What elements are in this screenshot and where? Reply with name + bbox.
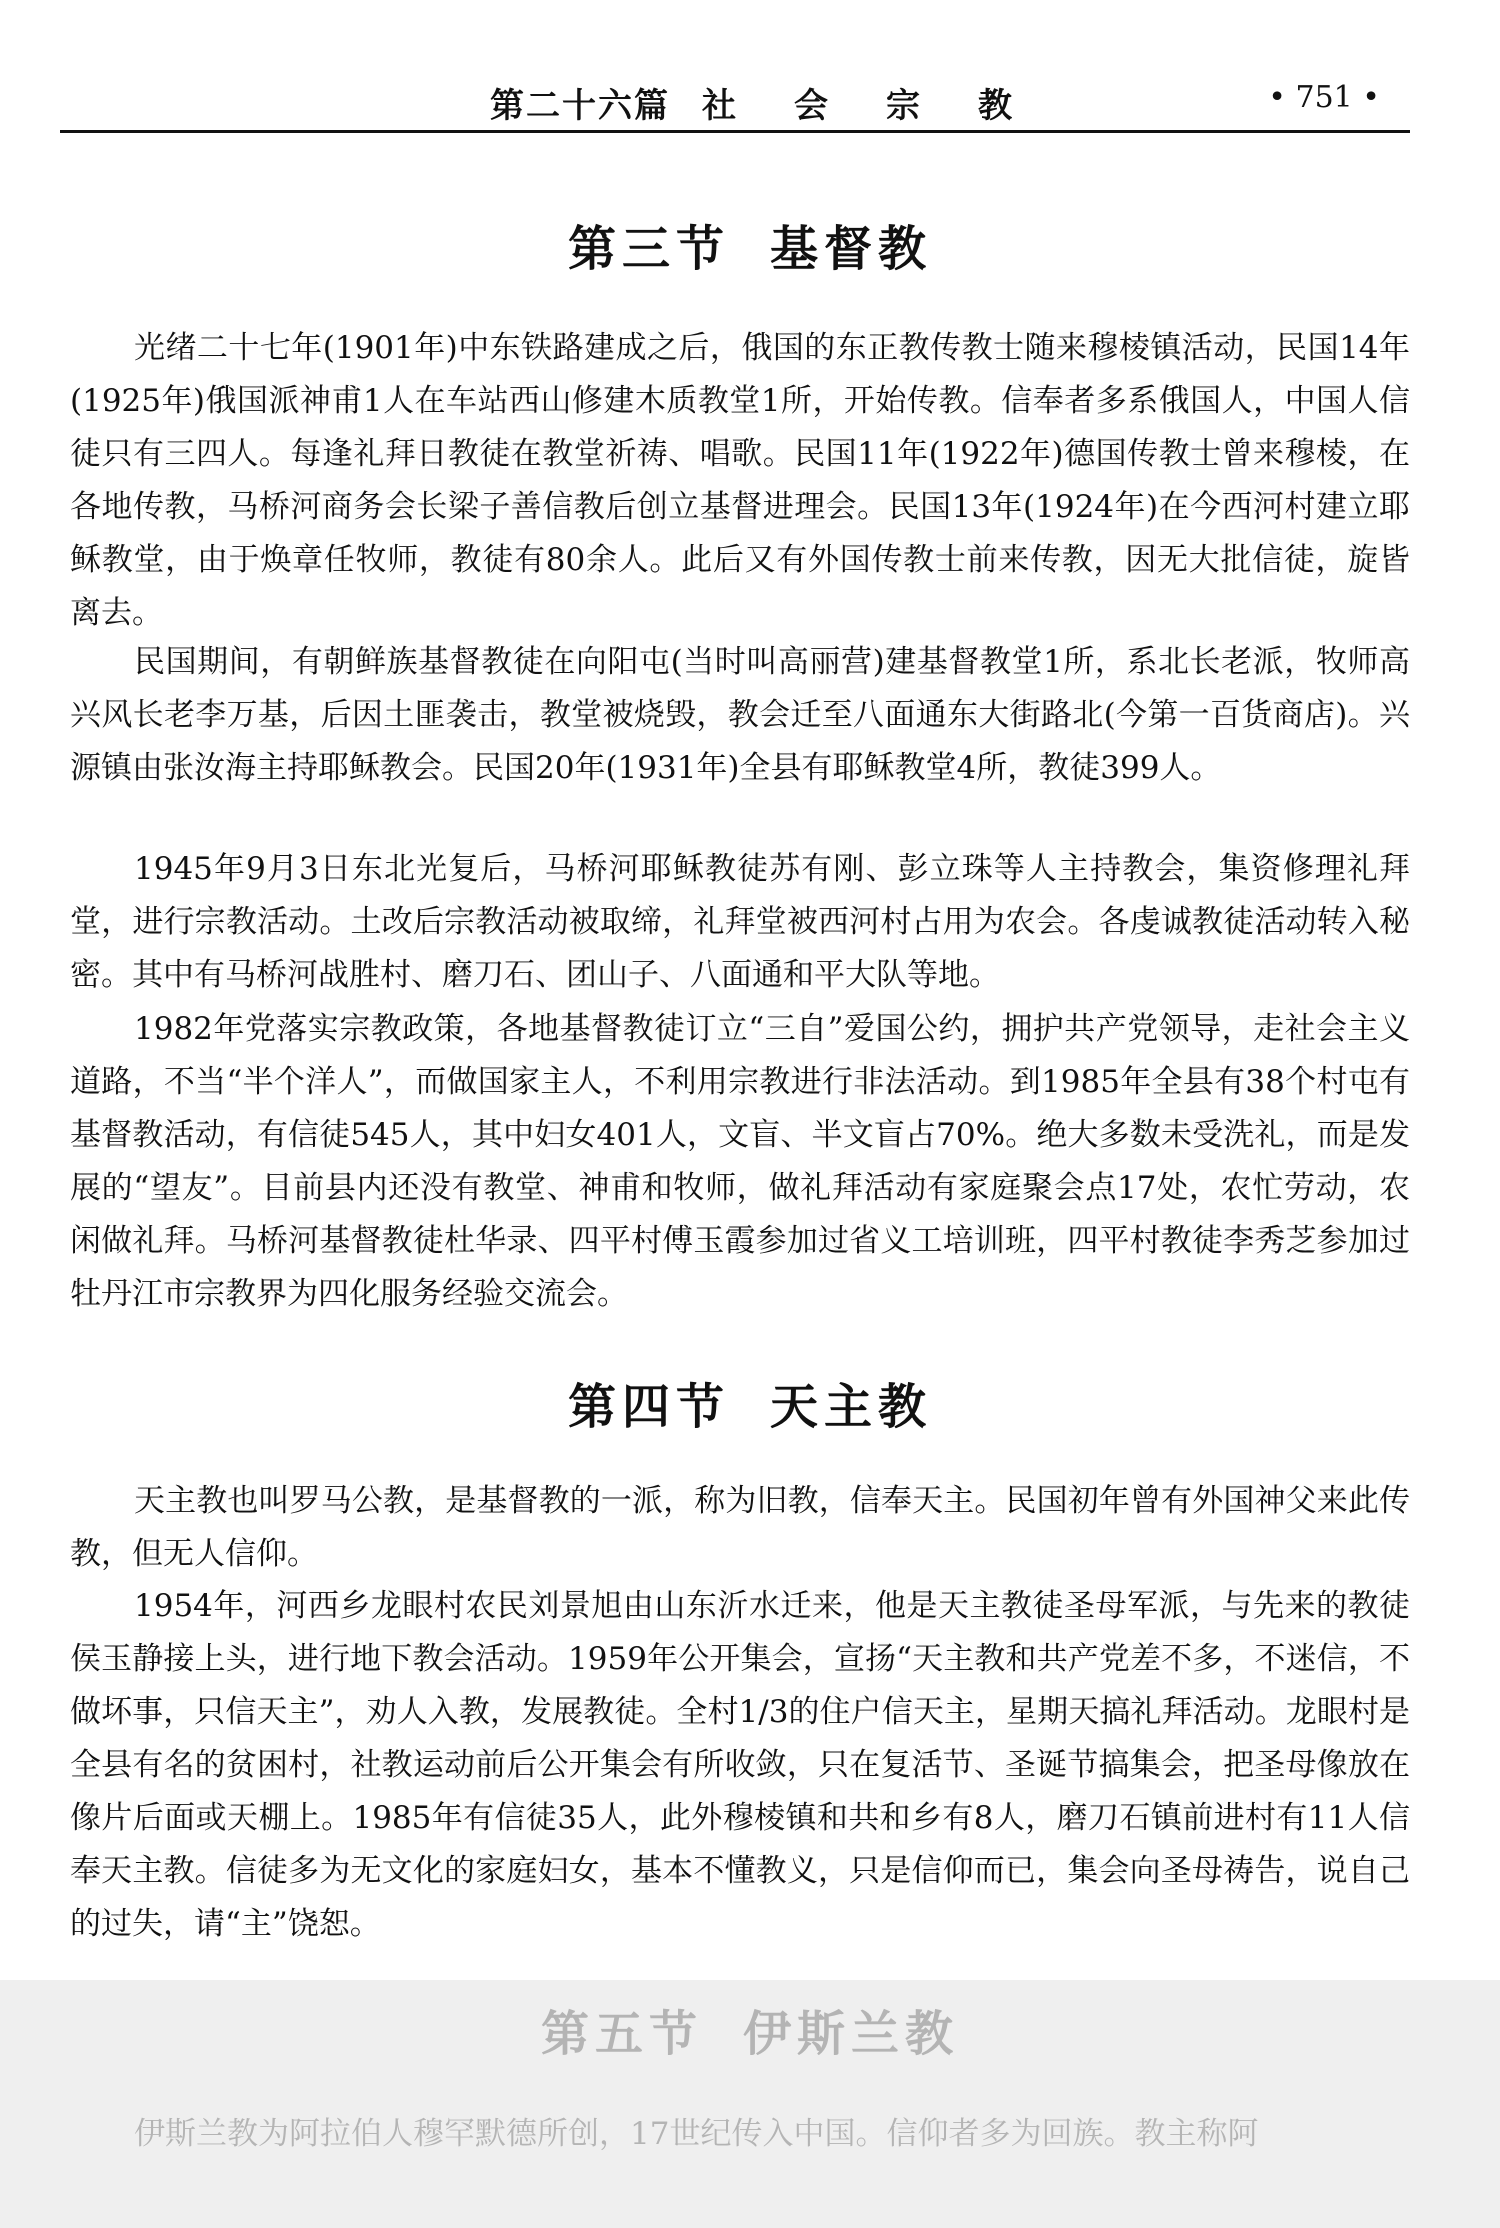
section-name: 基督教 (770, 221, 933, 277)
page-header (60, 70, 1410, 133)
section-number: 第三节 (567, 221, 730, 277)
section-heading (0, 1368, 1500, 1437)
section-number: 第四节 (567, 1379, 730, 1435)
section-name: 伊斯兰教 (743, 2006, 960, 2062)
paragraph: 1945年9月3日东北光复后，马桥河耶稣教徒苏有刚、彭立珠等人主持教会，集资修理礼拜堂，进行宗教活动。土改后宗教活动被取缔，礼拜堂被西河村占用为农会。各虔诚教徒活动转入秘密。其中有马桥河战胜村、磨刀石、团山子、八面通和平大队等地。 (70, 851, 1410, 993)
page-number: • 751 • (1268, 80, 1380, 115)
paragraph: 天主教也叫罗马公教，是基督教的一派，称为旧教，信奉天主。民国初年曾有外国神父来此传教，但无人信仰。 (70, 1483, 1410, 1572)
running-title-char: 宗 (886, 86, 922, 126)
running-title-char: 教 (978, 86, 1014, 126)
section-number: 第五节 (540, 2006, 703, 2062)
paragraph: 1982年党落实宗教政策，各地基督教徒订立“三自”爱国公约，拥护共产党领导，走社会主义道路，不当“半个洋人”，而做国家主人，不利用宗教进行非法活动。到1985年全县有38个村屯有基督教活动，有信徒545人，其中妇女401人，文盲、半文盲占70%。绝大多数未受洗礼，而是发展的“望友”。目前县内还没有教堂、神甫和牧师，做礼拜活动有家庭聚会点17处，农忙劳动，农闲做礼拜。马桥河基督教徒杜华录、四平村傅玉霞参加过省义工培训班，四平村教徒李秀芝参加过牡丹江市宗教界为四化服务经验交流会。 (70, 1011, 1410, 1312)
paragraph: 伊斯兰教为阿拉伯人穆罕默德所创，17世纪传入中国。信仰者多为回族。教主称阿 (134, 2116, 1259, 2152)
paragraph: 1954年，河西乡龙眼村农民刘景旭由山东沂水迁来，他是天主教徒圣母军派，与先来的教徒侯玉静接上头，进行地下教会活动。1959年公开集会，宣扬“天主教和共产党差不多，不迷信，不做坏事，只信天主”，劝人入教，发展教徒。全村1/3的住户信天主，星期天搞礼拜活动。龙眼村是全县有名的贫困村，社教运动前后公开集会有所收敛，只在复活节、圣诞节搞集会，把圣母像放在像片后面或天棚上。1985年有信徒35人，此外穆棱镇和共和乡有8人，磨刀石镇前进村有11人信奉天主教。信徒多为无文化的家庭妇女，基本不懂教义，只是信仰而已，集会向圣母祷告，说自己的过失，请“主”饶恕。 (70, 1588, 1410, 1942)
section-name: 天主教 (770, 1379, 933, 1435)
running-title-char: 社 (702, 86, 738, 126)
section-heading (0, 1995, 1500, 2064)
paragraph: 民国期间，有朝鲜族基督教徒在向阳屯(当时叫高丽营)建基督教堂1所，系北长老派，牧师高兴风长老李万基，后因土匪袭击，教堂被烧毁，教会迁至八面通东大街路北(今第一百货商店)。兴源镇由张汝海主持耶稣教会。民国20年(1931年)全县有耶稣教堂4所，教徒399人。 (70, 644, 1410, 786)
paragraph: 光绪二十七年(1901年)中东铁路建成之后，俄国的东正教传教士随来穆棱镇活动，民国14年(1925年)俄国派神甫1人在车站西山修建木质教堂1所，开始传教。信奉者多系俄国人，中国人信徒只有三四人。每逢礼拜日教徒在教堂祈祷、唱歌。民国11年(1922年)德国传教士曾来穆棱，在各地传教，马桥河商务会长梁子善信教后创立基督进理会。民国13年(1924年)在今西河村建立耶稣教堂，由于焕章任牧师，教徒有80余人。此后又有外国传教士前来传教，因无大批信徒，旋皆离去。 (70, 330, 1410, 631)
section-heading (0, 210, 1500, 279)
running-title-char: 会 (794, 86, 830, 126)
part-label: 第二十六篇 (490, 86, 670, 126)
running-title (490, 78, 1014, 127)
